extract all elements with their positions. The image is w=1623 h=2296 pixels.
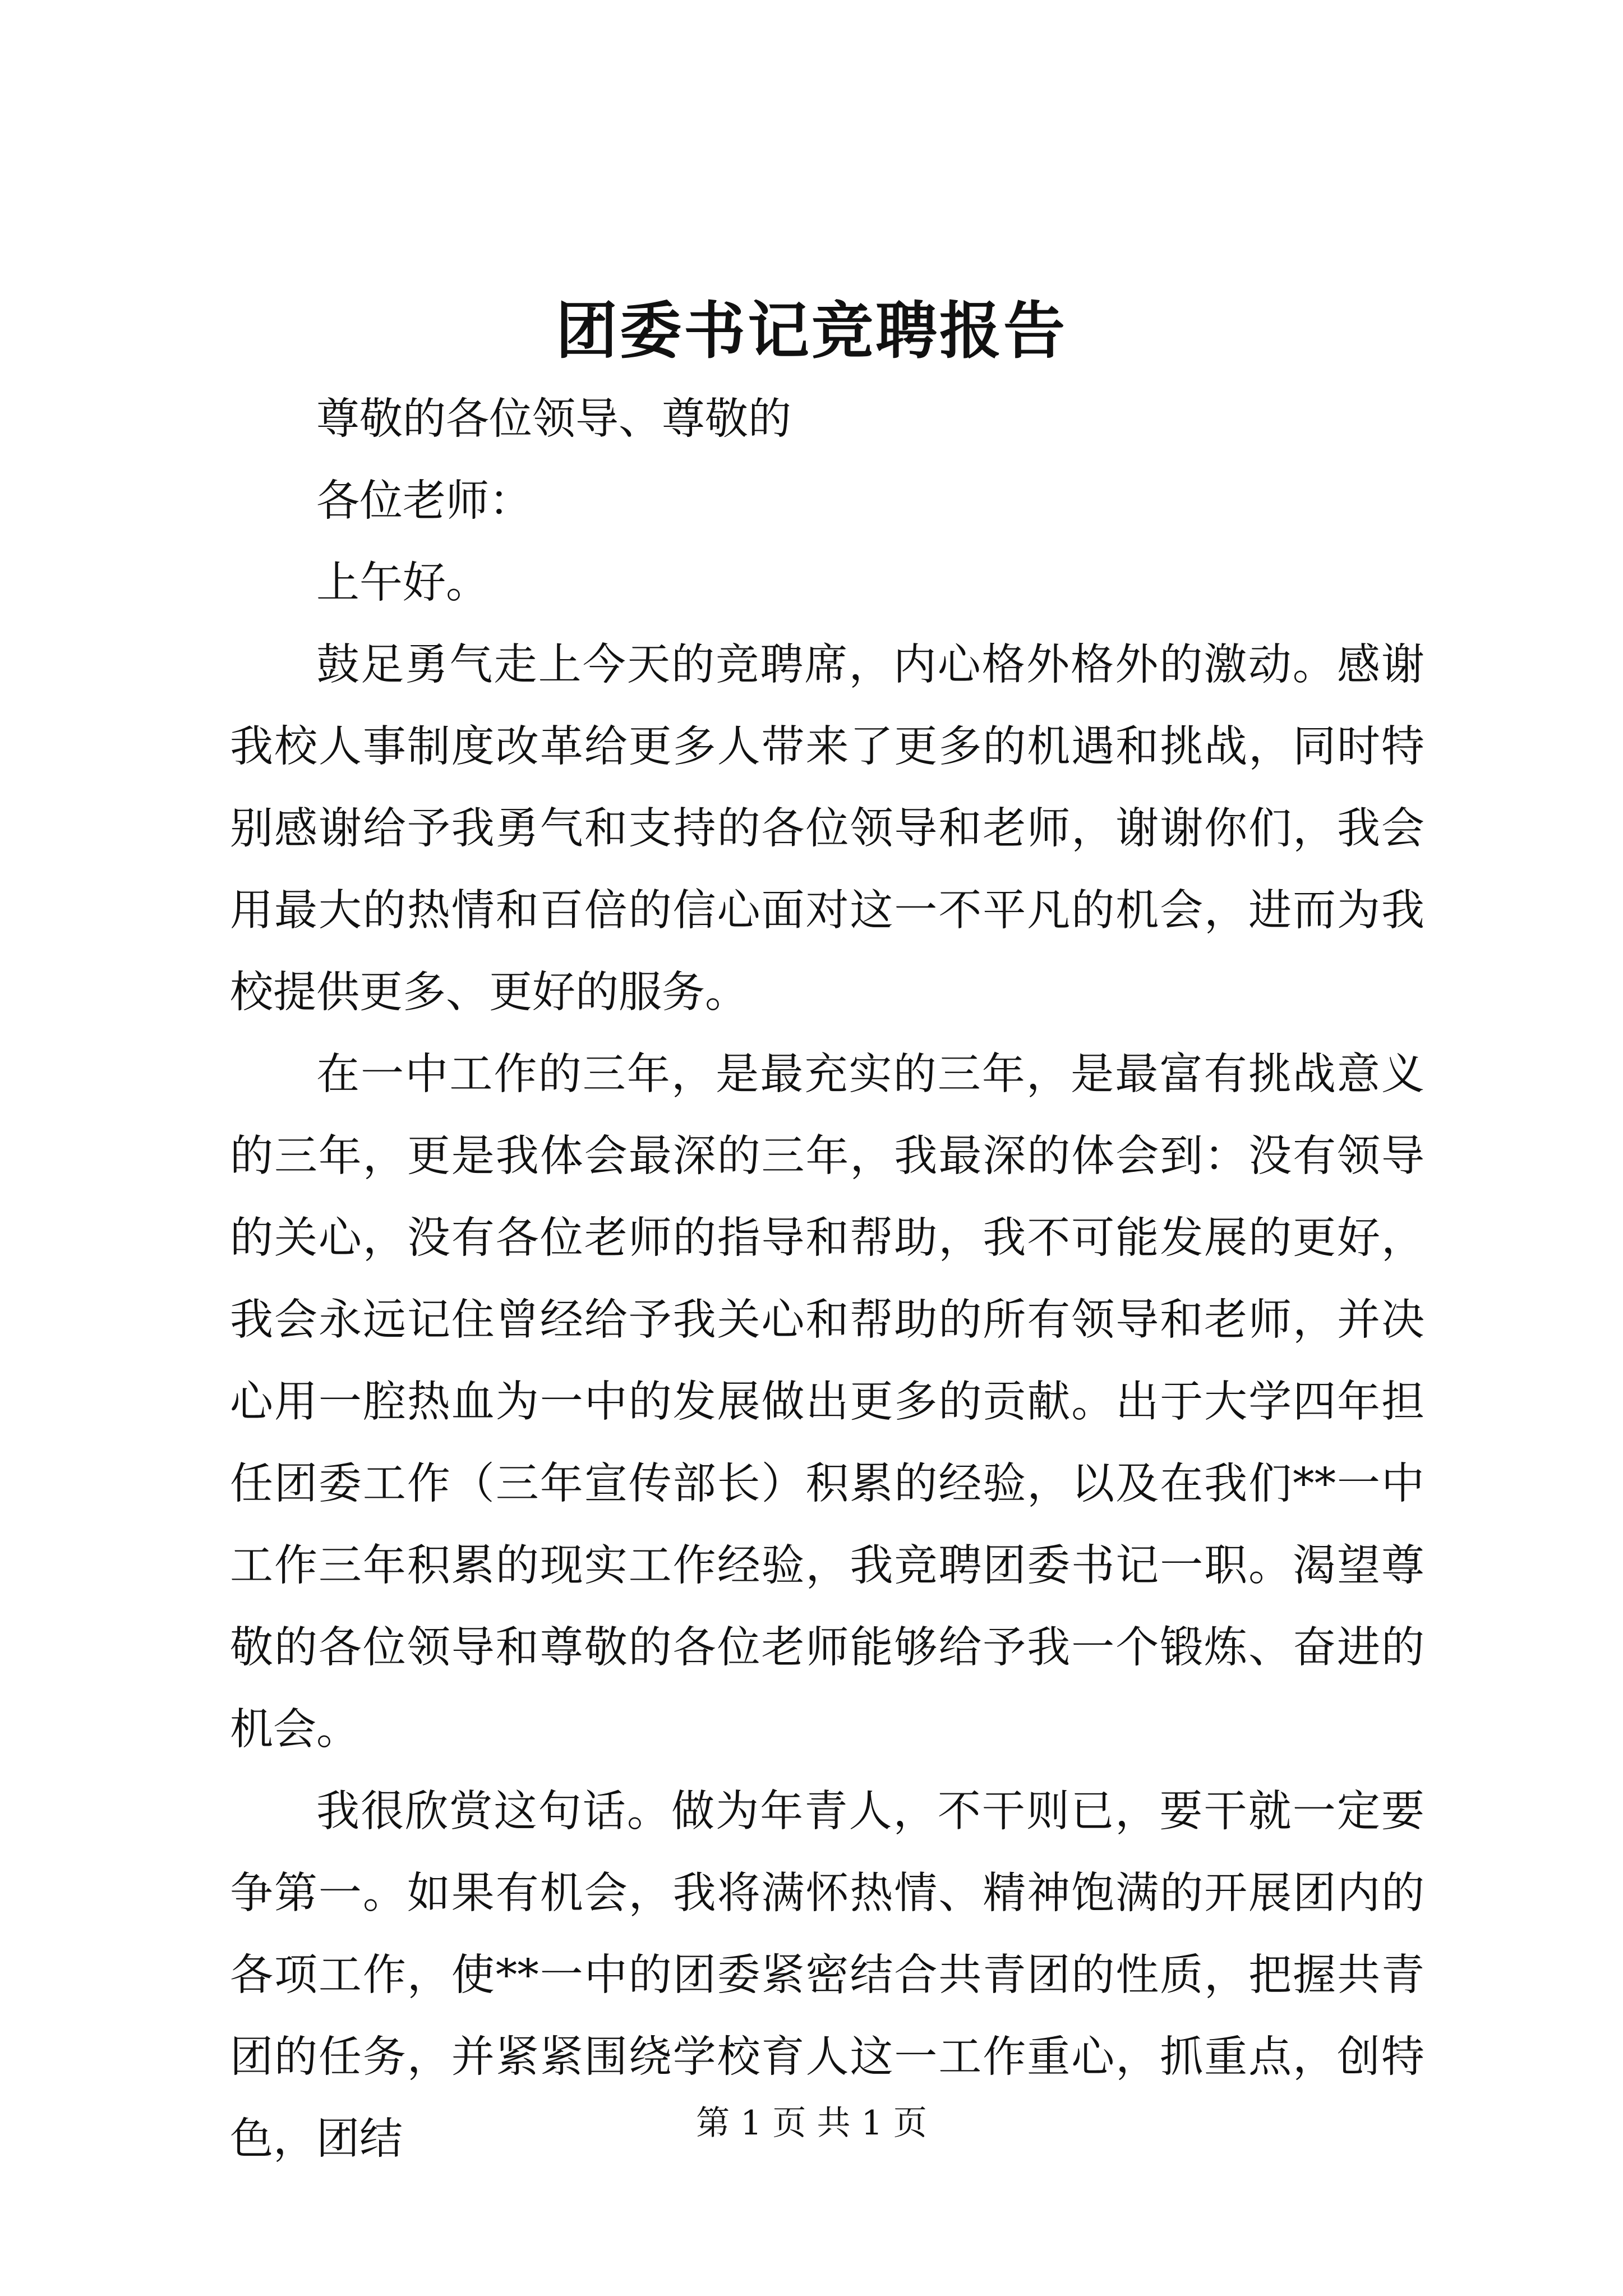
paragraph-salutation-2: 各位老师： [316, 476, 532, 526]
paragraph-gratitude: 鼓足勇气走上今天的竞聘席，内心格外格外的激动。感谢我校人事制度改革给更多人带来了更多的机遇和挑战，同时特别感谢给予我勇气和支持的各位领导和老师，谢谢你们，我会用最大的热情和百倍的信心面对这一不平凡的机会，进而为我校提供更多、更好的服务。 [230, 640, 1424, 1018]
document-body [230, 379, 1424, 2180]
paragraph-salutation-1: 尊敬的各位领导、尊敬的 [316, 394, 791, 444]
document-title: 团委书记竞聘报告 [556, 295, 1067, 367]
paragraph-experience: 在一中工作的三年，是最充实的三年，是最富有挑战意义的三年，更是我体会最深的三年，我最深的体会到：没有领导的关心，没有各位老师的指导和帮助，我不可能发展的更好，我会永远记住曾经给予我关心和帮助的所有领导和老师，并决心用一腔热血为一中的发展做出更多的贡献。出于大学四年担任团委工作（三年宣传部长）积累的经验，以及在我们**一中工作三年积累的现实工作经验，我竞聘团委书记一职。渴望尊敬的各位领导和尊敬的各位老师能够给予我一个锻炼、奋进的机会。 [230, 1050, 1424, 1755]
paragraph-commitment: 我很欣赏这句话。做为年青人，不干则已，要干就一定要争第一。如果有机会，我将满怀热情、精神饱满的开展团内的各项工作，使**一中的团委紧密结合共青团的性质，把握共青团的任务，并紧紧围绕学校育人这一工作重心，抓重点，创特色，团结 [230, 1787, 1424, 2164]
page-footer: 第 1 页 共 1 页 [696, 2104, 927, 2143]
paragraph-greeting: 上午好。 [316, 558, 489, 608]
